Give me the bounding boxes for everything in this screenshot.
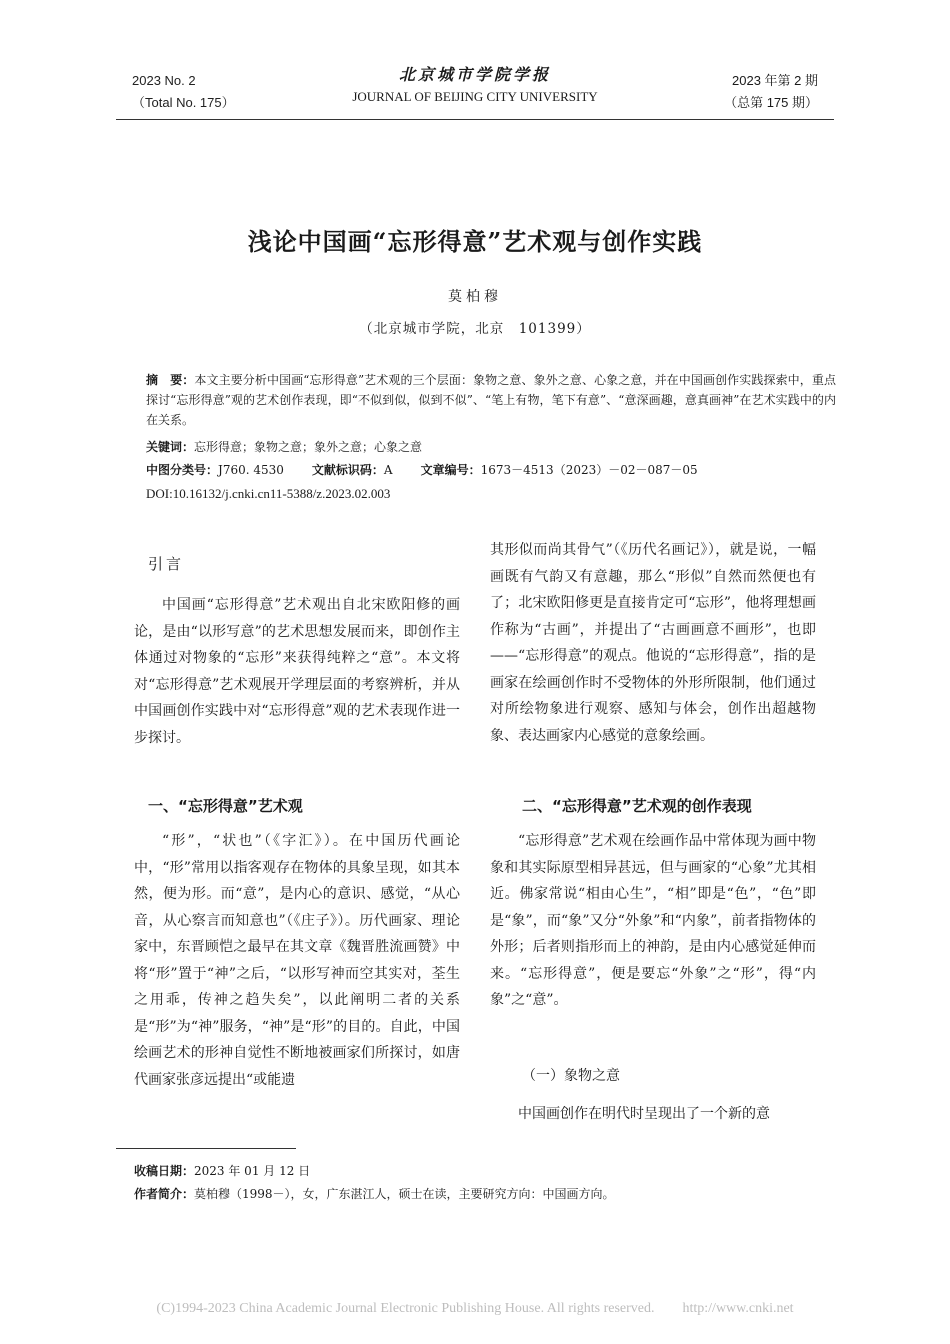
- subsection-paragraph: 中国画创作在明代时呈现出了一个新的意: [518, 1106, 770, 1122]
- journal-name-en: JOURNAL OF BEIJING CITY UNIVERSITY: [352, 89, 598, 104]
- keywords-text: 忘形得意；象物之意；象外之意；心象之意: [194, 440, 423, 454]
- footnote-divider: [116, 1148, 296, 1149]
- intro-body: [134, 592, 460, 751]
- header-issue-left: [132, 70, 235, 114]
- author-bio: [134, 1184, 615, 1204]
- continued-paragraph: 其形似而尚其骨气”（《历代名画记》），就是说，一幅画既有气韵又有意趣，那么“形似”自然而然便也有了；北宋欧阳修更是直接肯定可“忘形”，他将理想画作称为“古画”，并提出了“古画画意不画形”，也即——“忘形得意”的观点。他说的“忘形得意”，指的是画家在绘画创作时不受物体的外形所限制，他们通过对所绘物象进行观察、感知与体会，创作出超越物象、表达画家内心感觉的意象绘画。: [490, 542, 816, 744]
- received-value: 2023 年 01 月 12 日: [194, 1164, 311, 1178]
- header-issue-cn: 2023 年第 2 期: [732, 73, 818, 88]
- copyright-watermark: (C)1994-2023 China Academic Journal Electronic Publishing House. All rights reserved. http://www.cnki.net: [156, 1301, 794, 1316]
- section1-paragraph: “形”，“状也”（《字汇》）。在中国历代画论中，“形”常用以指客观存在物体的具象呈现，如其本然，便为形。而“意”，是内心的意识、感觉，“从心音，从心察言而知意也”（《庄子》）。历代画家、理论家中，东晋顾恺之最早在其文章《魏晋胜流画赞》中将“形”置于“神”之后，“以形写神而空其实对，荃生之用乖，传神之趋失矣”，以此阐明二者的关系是“形”为“神”服务，“神”是“形”的目的。自此，中国绘画艺术的形神自觉性不断地被画家们所探讨，如唐代画家张彦远提出“或能遗: [134, 833, 460, 1088]
- doc-code-label: 文献标识码：: [311, 463, 384, 477]
- subsection-heading: （一）象物之意: [522, 1068, 620, 1084]
- clc-value: J760. 4530: [218, 463, 284, 477]
- author-affiliation: （北京城市学院，北京 101399）: [359, 321, 591, 337]
- keywords: [146, 437, 836, 457]
- section2-body: [490, 828, 816, 1014]
- header-total-cn: （总第 175 期）: [724, 95, 818, 110]
- classification-line: [146, 460, 836, 480]
- clc-label: 中图分类号：: [146, 463, 219, 477]
- subsection-body: [490, 1101, 816, 1128]
- abstract-text: 本文主要分析中国画“忘形得意”艺术观的三个层面：象物之意、象外之意、心象之意，并在中国画创作实践探索中，重点探讨“忘形得意”观的艺术创作表现，即“不似到似，似到不似”、“笔上有物，笔下有意”、“意深画趣，意真画神”在艺术实践中的内在关系。: [146, 373, 836, 427]
- doi[interactable]: DOI:10.16132/j.cnki.cn11-5388/z.2023.02.003: [146, 486, 391, 501]
- intro-paragraph: 中国画“忘形得意”艺术观出自北宋欧阳修的画论，是由“以形写意”的艺术思想发展而来，即创作主体通过对物象的“忘形”来获得纯粹之“意”。本文将对“忘形得意”艺术观展开学理层面的考察辨析，并从中国画创作实践中对“忘形得意”观的艺术表现作进一步探讨。: [134, 597, 460, 746]
- received-date: [134, 1161, 310, 1181]
- section2-heading: 二、“忘形得意”艺术观的创作表现: [522, 797, 752, 815]
- bio-value: 莫柏穆（1998－），女，广东湛江人，硕士在读，主要研究方向：中国画方向。: [194, 1187, 615, 1201]
- right-col-continued: [490, 537, 816, 749]
- article-number-label: 文章编号：: [420, 463, 481, 477]
- header-total-number: （Total No. 175）: [132, 95, 235, 110]
- header-divider: [116, 119, 834, 120]
- section2-paragraph: “忘形得意”艺术观在绘画作品中常体现为画中物象和其实际原型相异甚远，但与画家的“心象”尤其相近。佛家常说“相由心生”，“相”即是“色”，“色”即是“象”，而“象”又分“外象”和“内象”，前者指物体的外形；后者则指形而上的神韵，是由内心感觉延伸而来。“忘形得意”，便是要忘“外象”之“形”，得“内象”之“意”。: [490, 833, 816, 1008]
- received-label: 收稿日期：: [134, 1164, 195, 1178]
- keywords-label: 关键词：: [146, 440, 195, 454]
- journal-masthead: [300, 64, 650, 108]
- article-number-value: 1673－4513（2023）－02－087－05: [480, 463, 698, 477]
- intro-heading: 引言: [148, 555, 185, 573]
- header-issue-right: [724, 70, 818, 114]
- bio-label: 作者简介：: [134, 1187, 195, 1201]
- abstract-label: 摘 要：: [146, 373, 195, 387]
- abstract: [146, 370, 836, 430]
- article-title: 浅论中国画“忘形得意”艺术观与创作实践: [247, 227, 703, 256]
- section1-heading: 一、“忘形得意”艺术观: [148, 797, 303, 815]
- doc-code-value: A: [383, 463, 393, 477]
- author-name: 莫柏穆: [448, 289, 502, 305]
- journal-name-cn: 北京城市学院学报: [398, 65, 551, 84]
- header-issue-number: 2023 No. 2: [132, 73, 196, 88]
- section1-body: [134, 828, 460, 1093]
